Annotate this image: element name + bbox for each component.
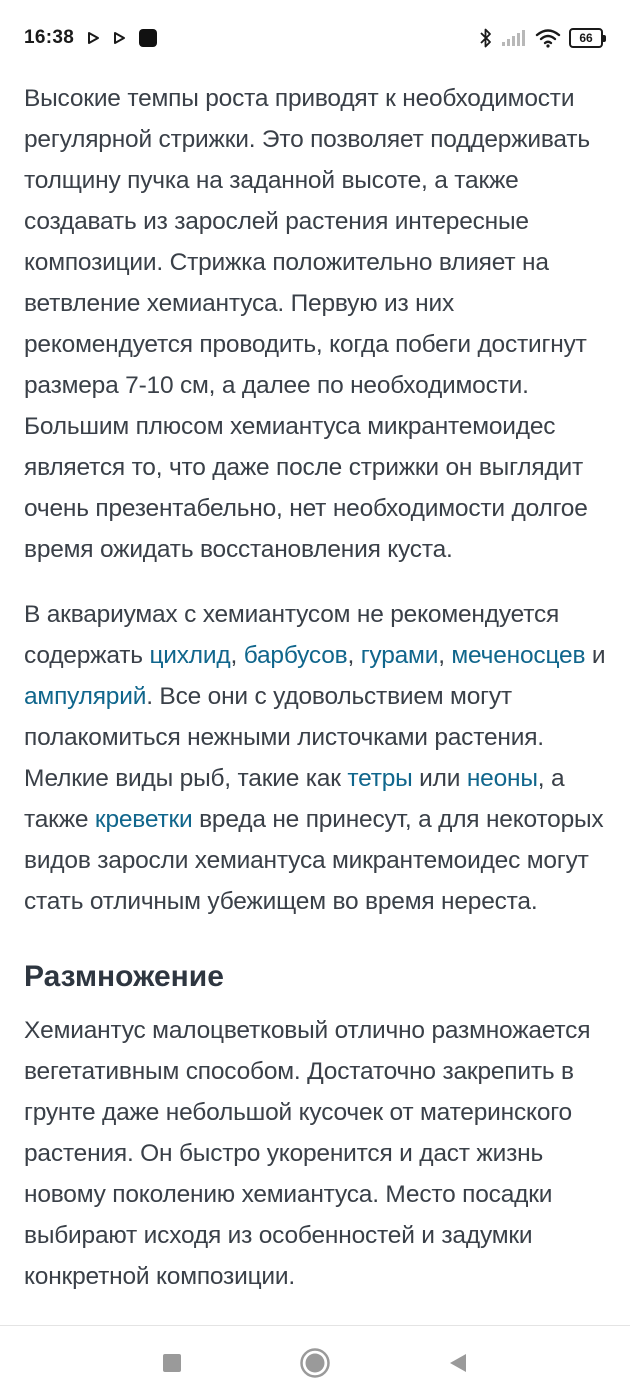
bluetooth-icon [479,27,493,49]
signal-icon [501,28,527,48]
navigation-bar [0,1325,630,1400]
article-content [24,78,610,1297]
text: . Все они с удовольствием могут полакомиться нежными листочками растения. Мелкие виды рыб, такие как [24,683,544,792]
link-cichlids[interactable]: цихлид [149,642,231,669]
section-heading-reproduction: Размножение [24,960,224,993]
play-icon [86,31,100,45]
battery-icon [569,28,606,48]
link-swordtails[interactable]: меченосцев [451,642,586,669]
circle-icon [299,1347,331,1379]
status-right [479,27,606,49]
text: , [347,642,361,669]
text: , [438,642,452,669]
link-shrimps[interactable]: креветки [94,806,193,833]
paragraph-reproduction: Хемиантус малоцветковый отлично размножается вегетативным способом. Достаточно закрепить в грунте даже небольшой кусочек от материнского растения. Он быстро укоренится и даст жизнь новому поколению хемиантуса. Место посадки выбирают исходя из особенностей и задумки конкретной композиции. [24,1017,591,1290]
play-icon [112,31,126,45]
status-time: 16:38 [24,27,75,48]
triangle-back-icon [447,1352,469,1374]
text: и [585,642,606,669]
text: или [412,765,467,792]
link-tetras[interactable]: тетры [347,765,413,792]
recents-button[interactable] [148,1339,196,1387]
link-gourami[interactable]: гурами [360,642,439,669]
status-left [24,27,158,49]
link-barbs[interactable]: барбусов [243,642,348,669]
status-bar [0,0,630,76]
link-ampullaria[interactable]: ампулярий [24,683,147,710]
paragraph-tankmates [24,594,610,922]
text: , [230,642,244,669]
link-neons[interactable]: неоны [466,765,538,792]
text: вреда не принесут, а для некоторых видов заросли хемиантуса микрантемоидес могут стать отличным убежищем во время нереста. [24,806,604,915]
battery-tip [603,35,606,42]
square-icon [161,1352,183,1374]
text: , а также [24,765,565,833]
app-icon [138,28,158,48]
back-button[interactable] [434,1339,482,1387]
paragraph-growth: Высокие темпы роста приводят к необходимости регулярной стрижки. Это позволяет поддерживать толщину пучка на заданной высоте, а также создавать из зарослей растения интересные композиции. Стрижка положительно влияет на ветвление хемиантуса. Первую из них рекомендуется проводить, когда побеги достигнут размера 7-10 см, а далее по необходимости. Большим плюсом хемиантуса микрантемоидес является то, что даже после стрижки он выглядит очень презентабельно, нет необходимости долгое время ожидать восстановления куста. [24,85,590,563]
wifi-icon [535,28,561,48]
battery-level: 66 [569,28,603,48]
text: В аквариумах с хемиантусом не рекомендуется содержать [24,601,560,669]
home-button[interactable] [291,1339,339,1387]
